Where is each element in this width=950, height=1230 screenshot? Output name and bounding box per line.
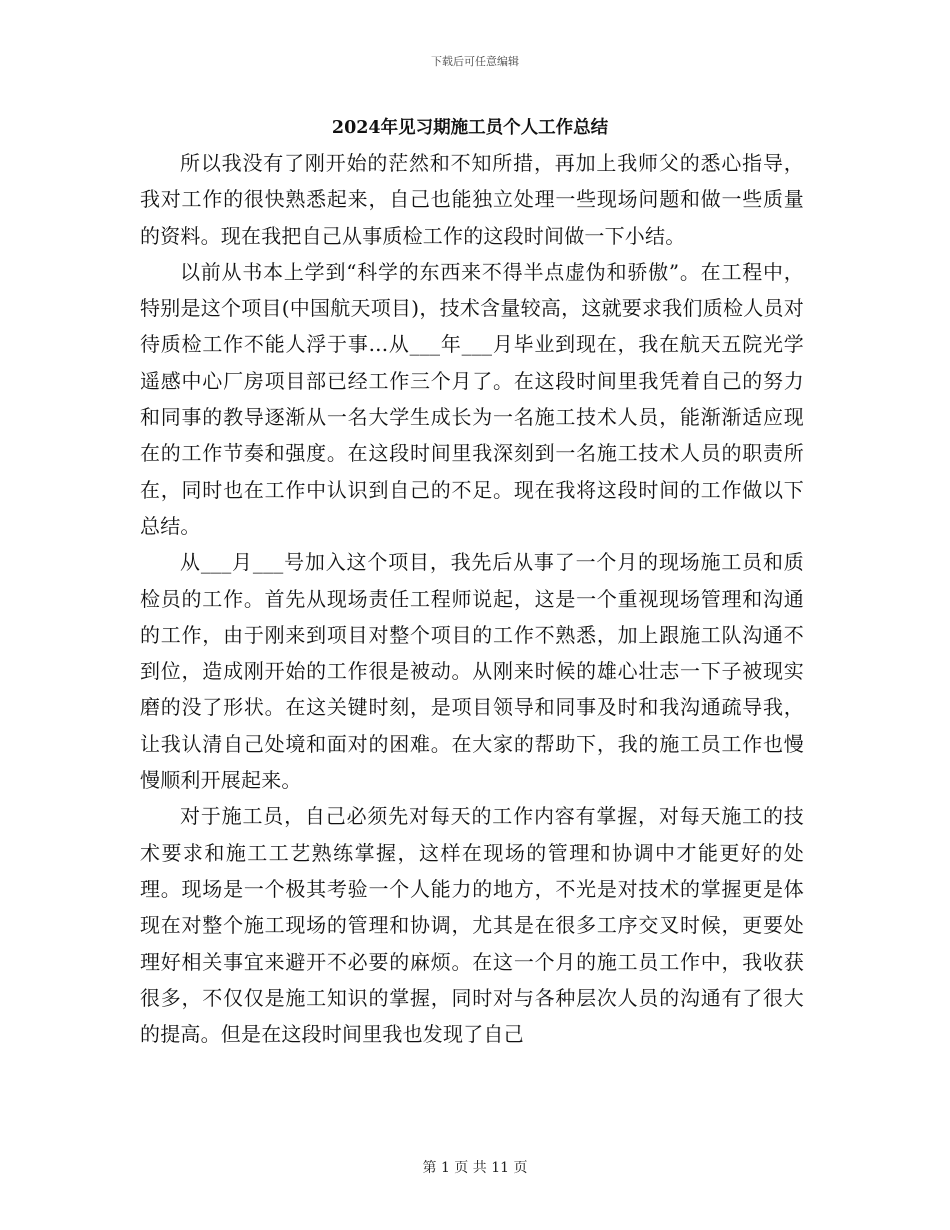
paragraph-3: 从___月___号加入这个项目，我先后从事了一个月的现场施工员和质检员的工作。首先从现场责任工程师说起，这是一个重视现场管理和沟通的工作，由于刚来到项目对整个项目的工作不熟悉，加上跟施工队沟通不到位，造成刚开始的工作很是被动。从刚来时候的雄心壮志一下子被现实磨的没了形状。在这关键时刻，是项目领导和同事及时和我沟通疏导我，让我认清自己处境和面对的困难。在大家的帮助下，我的施工员工作也慢慢顺利开展起来。 [140,550,804,793]
document-body [140,145,804,1052]
document-title: 2024年见习期施工员个人工作总结 [331,118,609,138]
page-header-note: 下载后可任意编辑 [431,55,519,68]
page-number-footer: 第 1 页 共 11 页 [422,1160,528,1176]
paragraph-4: 对于施工员，自己必须先对每天的工作内容有掌握，对每天施工的技术要求和施工工艺熟练掌握，这样在现场的管理和协调中才能更好的处理。现场是一个极其考验一个人能力的地方，不光是对技术的掌握更是体现在对整个施工现场的管理和协调，尤其是在很多工序交叉时候，更要处理好相关事宜来避开不必要的麻烦。在这一个月的施工员工作中，我收获很多，不仅仅是施工知识的掌握，同时对与各种层次人员的沟通有了很大的提高。但是在这段时间里我也发现了自己 [140,804,804,1047]
paragraph-1: 所以我没有了刚开始的茫然和不知所措，再加上我师父的悉心指导，我对工作的很快熟悉起来，自己也能独立处理一些现场问题和做一些质量的资料。现在我把自己从事质检工作的这段时间做一下小结。 [140,151,804,248]
paragraph-2: 以前从书本上学到“科学的东西来不得半点虚伪和骄傲”。在工程中，特别是这个项目(中国航天项目)，技术含量较高，这就要求我们质检人员对待质检工作不能人浮于事...从___年___月毕业到现在，我在航天五院光学遥感中心厂房项目部已经工作三个月了。在这段时间里我凭着自己的努力和同事的教导逐渐从一名大学生成长为一名施工技术人员，能渐渐适应现在的工作节奏和强度。在这段时间里我深刻到一名施工技术人员的职责所在，同时也在工作中认识到自己的不足。现在我将这段时间的工作做以下总结。 [140,259,804,538]
